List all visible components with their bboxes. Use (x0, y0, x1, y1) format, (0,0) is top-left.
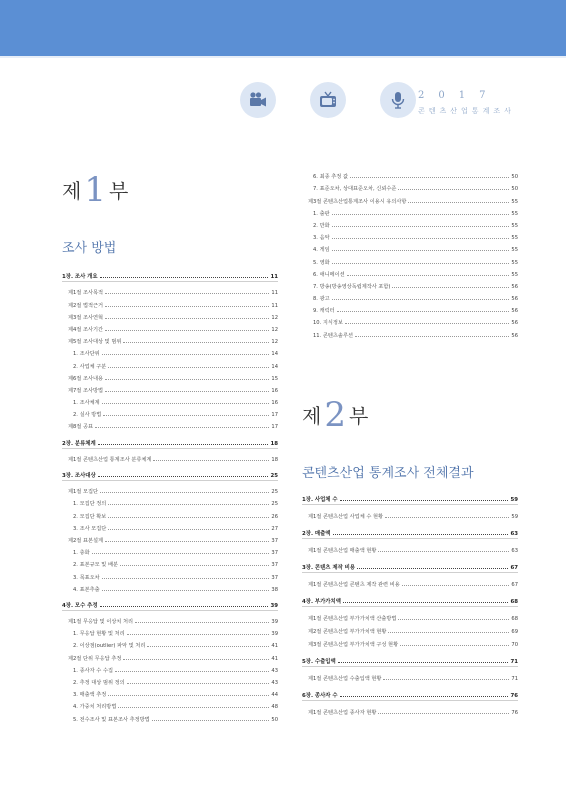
toc-page-number: 37 (271, 550, 278, 557)
toc-entry-title: 제4절 조사기간 (68, 326, 104, 333)
toc-leader-dots (108, 504, 269, 505)
toc-entry-title: 1. 조사체계 (73, 400, 100, 407)
toc-page-number: 50 (511, 174, 518, 181)
toc-entry-row[interactable] (62, 613, 278, 625)
toc-page-number: 11 (271, 290, 278, 297)
toc-leader-dots (105, 293, 269, 294)
toc-chapter-separator (302, 538, 518, 539)
toc-page-number: 12 (271, 339, 278, 346)
toc-entry-title: 제1절 조사목적 (68, 290, 104, 297)
toc-page-number: 17 (271, 424, 278, 431)
toc-entry-title: 제1절 콘텐츠산업 종사자 현황 (308, 710, 377, 716)
toc-entry-title: 4. 가중치 처리방법 (73, 704, 117, 711)
toc-leader-dots (333, 534, 509, 535)
toc-leader-dots (400, 645, 509, 646)
toc-entry-title: 5. 전수조사 및 표본조사 추정방법 (73, 716, 150, 723)
toc-leader-dots (332, 250, 510, 251)
toc-leader-dots (120, 565, 269, 566)
toc-entry-title: 1. 무응답 현황 및 처리 (73, 631, 125, 638)
toc-entry-title: 1. 조사단위 (73, 351, 100, 358)
toc-entry-row[interactable] (62, 568, 278, 580)
part-1-heading (62, 170, 128, 210)
video-camera-icon (240, 82, 276, 118)
toc-page-number: 71 (511, 676, 518, 682)
toc-entry-title: 2. 추정 대상 범위 정의 (73, 680, 125, 686)
toc-entry-row[interactable] (62, 662, 278, 674)
toc-leader-dots (123, 659, 269, 660)
toc-leader-dots (378, 551, 509, 552)
toc-page-number: 68 (510, 599, 518, 605)
toc-entry-title: 제1절 콘텐츠산업 사업체 수 현황 (308, 514, 384, 520)
header-bar (0, 0, 566, 56)
toc-entry-title: 7. 방송(방송영상독립제작사 포함) (313, 283, 391, 290)
toc-page-number: 76 (511, 710, 518, 716)
toc-entry-row[interactable] (302, 180, 518, 192)
toc-page-number: 37 (271, 537, 278, 544)
toc-entry-title: 제1절 콘텐츠산업 매출액 현황 (308, 548, 377, 554)
toc-entry-row[interactable] (62, 418, 278, 430)
part-2-heading (302, 395, 368, 435)
toc-entry-title: 5. 영화 (313, 259, 330, 266)
toc-leader-dots (100, 277, 269, 278)
toc-leader-dots (398, 619, 509, 620)
toc-entry-title: 2. 만화 (313, 222, 330, 229)
toc-entry-title: 9. 캐릭터 (313, 308, 335, 315)
toc-entry-row[interactable] (62, 686, 278, 698)
header-divider (0, 56, 566, 58)
part-2-title: 콘텐츠산업 통계조사 전체결과 (302, 466, 474, 481)
toc-entry-row[interactable] (302, 326, 518, 338)
toc-leader-dots (147, 646, 269, 647)
toc-entry-title: 2. 실사 방법 (73, 412, 102, 419)
toc-entry-title: 6장. 종사자 수 (302, 693, 338, 699)
toc-leader-dots (108, 695, 269, 696)
toc-chapter-separator (302, 572, 518, 573)
toc-page-number: 44 (271, 692, 278, 699)
toc-entry-row[interactable] (62, 406, 278, 418)
toc-entry-row[interactable] (302, 635, 518, 648)
toc-entry-title: 2. 사업체 구분 (73, 363, 107, 370)
toc-leader-dots (153, 460, 269, 461)
toc-chapter-row[interactable] (302, 558, 518, 571)
part-1-pre: 제 (62, 179, 82, 203)
toc-entry-title: 3. 매출액 추정 (73, 692, 107, 699)
toc-page-number: 14 (271, 351, 278, 358)
toc-leader-dots (385, 517, 509, 518)
toc-page-number: 50 (511, 186, 518, 193)
toc-entry-row[interactable] (302, 168, 518, 180)
toc-page-number: 56 (511, 296, 518, 303)
toc-entry-row[interactable] (62, 309, 278, 321)
toc-entry-row[interactable] (62, 357, 278, 369)
toc-page-number: 43 (271, 667, 278, 674)
toc-entry-row[interactable] (62, 649, 278, 661)
toc-page-number: 16 (271, 400, 278, 407)
toc-page-number: 18 (270, 440, 278, 447)
toc-entry-title: 2. 이상점(outlier) 파악 및 처리 (73, 643, 146, 650)
toc-page-number: 76 (510, 693, 518, 699)
toc-entry-row[interactable] (62, 345, 278, 357)
toc-leader-dots (127, 634, 270, 635)
toc-page-number: 37 (271, 562, 278, 569)
toc-leader-dots (98, 476, 269, 477)
toc-leader-dots (398, 189, 509, 190)
toc-leader-dots (332, 238, 510, 239)
toc-chapter-row[interactable] (62, 268, 278, 280)
toc-leader-dots (102, 403, 270, 404)
toc-entry-row[interactable] (302, 253, 518, 265)
toc-leader-dots (127, 683, 270, 684)
toc-leader-dots (105, 391, 269, 392)
toc-entry-title: 제8절 공표 (68, 424, 93, 431)
toc-page-number: 12 (271, 326, 278, 333)
toc-entry-title: 제1절 콘텐츠산업 부가가치액 산출방법 (308, 616, 397, 622)
toc-page-number: 55 (511, 271, 518, 278)
toc-page-number: 41 (271, 655, 278, 662)
toc-page-number: 55 (511, 235, 518, 242)
toc-entry-title: 제1절 콘텐츠산업 수출입액 현황 (308, 676, 382, 682)
toc-leader-dots (332, 263, 510, 264)
toc-entry-title: 1. 종사자 수 수집 (73, 667, 113, 674)
toc-page-number: 55 (511, 198, 518, 205)
toc-entry-row[interactable] (62, 532, 278, 544)
toc-page-number: 26 (271, 513, 278, 520)
part-1-post: 부 (108, 179, 129, 203)
toc-page-number: 69 (511, 629, 518, 635)
toc-leader-dots (332, 299, 510, 300)
microphone-icon (380, 82, 416, 118)
toc-page-number: 25 (270, 473, 278, 479)
toc-entry-title: 5장. 수출입액 (302, 659, 336, 665)
toc-chapter-separator (302, 504, 518, 505)
toc-entry-row[interactable] (62, 483, 278, 495)
toc-entry-row[interactable] (62, 637, 278, 649)
toc-entry-title: 1. 출판 (313, 210, 330, 217)
toc-entry-title: 제1절 콘텐츠산업 콘텐츠 제작 관련 비용 (308, 582, 400, 588)
toc-entry-row[interactable] (302, 217, 518, 229)
toc-leader-dots (105, 379, 269, 380)
toc-right-bottom (302, 490, 518, 716)
toc-page-number: 16 (271, 387, 278, 394)
toc-entry-title: 2. 표본규모 및 배분 (73, 562, 118, 569)
toc-entry-title: 제2절 단위 무응답 추정 (68, 655, 122, 662)
toc-leader-dots (357, 568, 508, 569)
toc-entry-title: 제5절 조사대상 및 범위 (68, 339, 122, 346)
toc-chapter-separator (62, 448, 278, 449)
toc-entry-row[interactable] (302, 703, 518, 716)
toc-entry-title: 3. 목표오차 (73, 574, 100, 581)
toc-leader-dots (338, 662, 509, 663)
toc-leader-dots (383, 679, 509, 680)
toc-leader-dots (340, 500, 509, 501)
toc-page-number: 27 (271, 525, 278, 532)
toc-entry-title: 10. 지식정보 (313, 320, 343, 327)
toc-entry-row[interactable] (62, 333, 278, 345)
toc-page-number: 50 (271, 716, 278, 723)
toc-leader-dots (118, 707, 269, 708)
toc-entry-row[interactable] (302, 541, 518, 554)
toc-page-number: 71 (510, 659, 518, 665)
toc-leader-dots (105, 306, 269, 307)
toc-leader-dots (100, 606, 269, 607)
toc-leader-dots (95, 427, 269, 428)
toc-chapter-row[interactable] (302, 490, 518, 503)
toc-entry-row[interactable] (62, 394, 278, 406)
toc-entry-title: 2장. 분류체계 (62, 440, 96, 447)
toc-chapter-row[interactable] (302, 652, 518, 665)
toc-leader-dots (102, 578, 270, 579)
toc-entry-row[interactable] (302, 609, 518, 622)
toc-entry-title: 1. 층화 (73, 550, 90, 557)
toc-page-number: 43 (271, 680, 278, 686)
toc-entry-row[interactable] (302, 507, 518, 520)
toc-leader-dots (355, 336, 509, 337)
toc-page-number: 55 (511, 210, 518, 217)
toc-entry-row[interactable] (62, 544, 278, 556)
toc-entry-title: 2. 모집단 확보 (73, 513, 107, 520)
toc-chapter-row[interactable] (302, 592, 518, 605)
toc-entry-row[interactable] (62, 520, 278, 532)
toc-entry-title: 3. 조사 모집단 (73, 525, 107, 532)
toc-entry-title: 3. 음악 (313, 235, 330, 242)
toc-entry-row[interactable] (302, 314, 518, 326)
toc-entry-row[interactable] (302, 192, 518, 204)
toc-entry-row[interactable] (62, 321, 278, 333)
toc-leader-dots (105, 541, 269, 542)
part-2-number: 2 (324, 395, 346, 435)
toc-page-number: 56 (511, 332, 518, 339)
toc-entry-title: 제2절 표본설계 (68, 537, 104, 544)
toc-entry-row[interactable] (62, 581, 278, 593)
toc-entry-row[interactable] (62, 296, 278, 308)
toc-leader-dots (378, 713, 509, 714)
toc-leader-dots (135, 622, 269, 623)
toc-leader-dots (92, 553, 270, 554)
toc-leader-dots (332, 226, 510, 227)
toc-leader-dots (337, 311, 510, 312)
toc-chapter-row[interactable] (62, 467, 278, 479)
toc-entry-title: 8. 광고 (313, 296, 330, 303)
toc-page-number: 37 (271, 574, 278, 581)
toc-entry-title: 제7절 조사방법 (68, 387, 104, 394)
toc-entry-title: 2장. 매출액 (302, 531, 331, 537)
toc-leader-dots (105, 318, 269, 319)
toc-entry-title: 제3절 조사연혁 (68, 314, 104, 321)
toc-page-number: 55 (511, 259, 518, 266)
toc-page-number: 67 (511, 582, 518, 588)
toc-leader-dots (102, 590, 270, 591)
toc-entry-title: 11. 콘텐츠솔루션 (313, 332, 353, 339)
toc-leader-dots (340, 696, 509, 697)
toc-page-number: 55 (511, 222, 518, 229)
part-2-pre: 제 (302, 404, 322, 428)
toc-entry-row[interactable] (62, 625, 278, 637)
toc-chapter-separator (302, 606, 518, 607)
toc-page-number: 68 (511, 616, 518, 622)
toc-page-number: 70 (511, 642, 518, 648)
year-label: 2017 (418, 90, 500, 101)
toc-entry-row[interactable] (62, 382, 278, 394)
toc-page-number: 17 (271, 412, 278, 419)
toc-page-number: 59 (511, 514, 518, 520)
toc-chapter-separator (62, 480, 278, 481)
toc-entry-title: 1장. 사업체 수 (302, 497, 338, 503)
toc-page-number: 67 (510, 565, 518, 571)
toc-page-number: 12 (271, 314, 278, 321)
part-1-number: 1 (84, 170, 106, 210)
toc-leader-dots (408, 202, 509, 203)
toc-leader-dots (98, 444, 269, 445)
toc-page-number: 39 (271, 619, 278, 626)
toc-leader-dots (347, 275, 510, 276)
toc-entry-row[interactable] (302, 241, 518, 253)
toc-chapter-row[interactable] (302, 686, 518, 699)
toc-entry-row[interactable] (302, 278, 518, 290)
toc-chapter-separator (62, 281, 278, 282)
toc-entry-row[interactable] (62, 495, 278, 507)
toc-entry-title: 제1절 모집단 (68, 489, 99, 496)
toc-entry-title: 6. 애니메이션 (313, 271, 345, 278)
toc-page-number: 39 (271, 631, 278, 638)
toc-leader-dots (100, 492, 269, 493)
toc-leader-dots (115, 671, 269, 672)
toc-page-number: 38 (271, 586, 278, 593)
toc-chapter-row[interactable] (62, 597, 278, 609)
toc-entry-row[interactable] (62, 451, 278, 463)
toc-entry-title: 제1절 무응답 및 이상치 처리 (68, 619, 134, 626)
toc-entry-row[interactable] (62, 284, 278, 296)
toc-entry-title: 6. 최종 추정 값 (313, 174, 348, 181)
toc-entry-row[interactable] (62, 556, 278, 568)
toc-entry-title: 제3절 콘텐츠산업 부가가치액 구성 현황 (308, 642, 399, 648)
toc-leader-dots (108, 367, 269, 368)
toc-entry-title: 1장. 조사 개요 (62, 274, 98, 281)
toc-entry-row[interactable] (62, 507, 278, 519)
toc-entry-title: 4. 표본추출 (73, 586, 100, 593)
toc-leader-dots (105, 330, 269, 331)
toc-leader-dots (345, 323, 509, 324)
toc-chapter-separator (62, 610, 278, 611)
toc-leader-dots (108, 517, 269, 518)
toc-entry-row[interactable] (302, 302, 518, 314)
report-subtitle: 콘텐츠산업통계조사 (418, 107, 515, 115)
part-1-title: 조사 방법 (62, 241, 117, 256)
toc-leader-dots (350, 177, 509, 178)
toc-page-number: 55 (511, 247, 518, 254)
toc-right-top (302, 168, 518, 339)
toc-entry-title: 제6절 조사내용 (68, 375, 104, 382)
toc-entry-title: 제2절 법적근거 (68, 302, 104, 309)
toc-entry-row[interactable] (62, 710, 278, 722)
toc-leader-dots (152, 720, 270, 721)
toc-entry-row[interactable] (302, 205, 518, 217)
toc-entry-title: 7. 표준오차, 상대표준오차, 신뢰수준 (313, 186, 397, 193)
toc-page-number: 41 (271, 643, 278, 650)
toc-entry-title: 제2절 콘텐츠산업 부가가치액 현황 (308, 629, 387, 635)
toc-leader-dots (343, 602, 509, 603)
toc-entry-title: 3장. 콘텐츠 제작 비용 (302, 565, 356, 571)
toc-entry-title: 제1절 콘텐츠산업 통계조사 분류체계 (68, 456, 152, 463)
toc-page-number: 56 (511, 283, 518, 290)
toc-page-number: 25 (271, 501, 278, 508)
toc-leader-dots (388, 632, 509, 633)
toc-chapter-row[interactable] (62, 434, 278, 446)
toc-entry-title: 4. 게임 (313, 247, 330, 254)
toc-chapter-separator (302, 700, 518, 701)
toc-entry-title: 4장. 모수 추정 (62, 602, 98, 609)
toc-chapter-row[interactable] (302, 524, 518, 537)
toc-entry-row[interactable] (302, 575, 518, 588)
toc-page-number: 59 (510, 497, 518, 503)
toc-entry-title: 4장. 부가가치액 (302, 599, 341, 605)
toc-leader-dots (392, 287, 509, 288)
toc-entry-title: 3장. 조사대상 (62, 473, 96, 479)
toc-entry-row[interactable] (62, 674, 278, 686)
toc-entry-row[interactable] (302, 229, 518, 241)
toc-entry-row[interactable] (302, 622, 518, 635)
toc-page-number: 11 (271, 302, 278, 309)
toc-leader-dots (123, 342, 269, 343)
toc-left (62, 268, 278, 723)
toc-page-number: 15 (271, 375, 278, 382)
part-2-post: 부 (348, 404, 369, 428)
toc-page-number: 56 (511, 308, 518, 315)
toc-entry-title: 1. 모집단 정의 (73, 501, 107, 508)
toc-leader-dots (108, 529, 269, 530)
toc-entry-row[interactable] (62, 698, 278, 710)
toc-page-number: 39 (270, 602, 278, 609)
toc-page-number: 14 (271, 363, 278, 370)
toc-page-number: 18 (271, 456, 278, 463)
toc-entry-title: 제3절 콘텐츠산업통계조사 이용시 유의사항 (308, 198, 407, 205)
toc-leader-dots (103, 415, 269, 416)
toc-entry-row[interactable] (62, 370, 278, 382)
toc-page-number: 56 (511, 320, 518, 327)
toc-page-number: 63 (510, 531, 518, 537)
toc-entry-row[interactable] (302, 669, 518, 682)
toc-leader-dots (332, 214, 510, 215)
toc-page-number: 25 (271, 489, 278, 496)
toc-entry-row[interactable] (302, 290, 518, 302)
toc-leader-dots (402, 585, 510, 586)
toc-leader-dots (102, 354, 270, 355)
toc-page-number: 11 (270, 274, 278, 281)
toc-chapter-separator (302, 666, 518, 667)
tv-icon (310, 82, 346, 118)
toc-page-number: 48 (271, 704, 278, 711)
toc-entry-row[interactable] (302, 266, 518, 278)
toc-page-number: 63 (511, 548, 518, 554)
